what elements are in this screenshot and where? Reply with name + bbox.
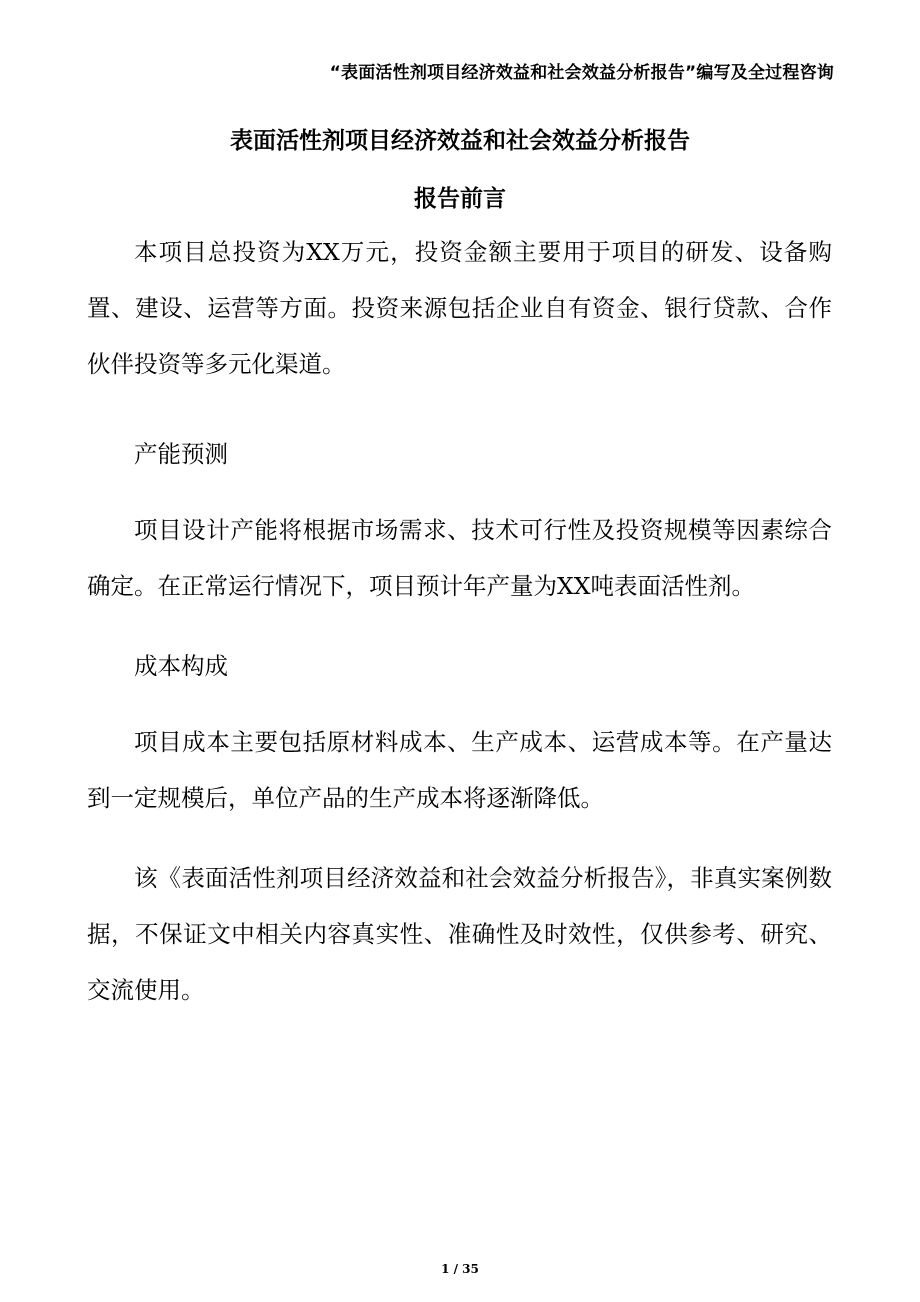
paragraph-capacity: 项目设计产能将根据市场需求、技术可行性及投资规模等因素综合确定。在正常运行情况下，项目预计年产量为XX吨表面活性剂。 bbox=[87, 516, 832, 600]
running-header: “表面活性剂项目经济效益和社会效益分析报告”编写及全过程咨询 bbox=[329, 63, 834, 83]
paragraph-cost: 项目成本主要包括原材料成本、生产成本、运营成本等。在产量达到一定规模后，单位产品的生产成本将逐渐降低。 bbox=[87, 728, 832, 812]
paragraph-investment: 本项目总投资为XX万元，投资金额主要用于项目的研发、设备购置、建设、运营等方面。投资来源包括企业自有资金、银行贷款、合作伙伴投资等多元化渠道。 bbox=[87, 238, 832, 378]
paragraph-disclaimer: 该《表面活性剂项目经济效益和社会效益分析报告》，非真实案例数据，不保证文中相关内容真实性、准确性及时效性，仅供参考、研究、交流使用。 bbox=[87, 864, 832, 1004]
document-title: 表面活性剂项目经济效益和社会效益分析报告 bbox=[230, 128, 690, 154]
subheading-capacity-forecast: 产能预测 bbox=[134, 440, 228, 468]
section-title: 报告前言 bbox=[414, 186, 506, 212]
page-number: 1 / 35 bbox=[441, 1262, 479, 1276]
subheading-cost-structure: 成本构成 bbox=[134, 652, 228, 680]
